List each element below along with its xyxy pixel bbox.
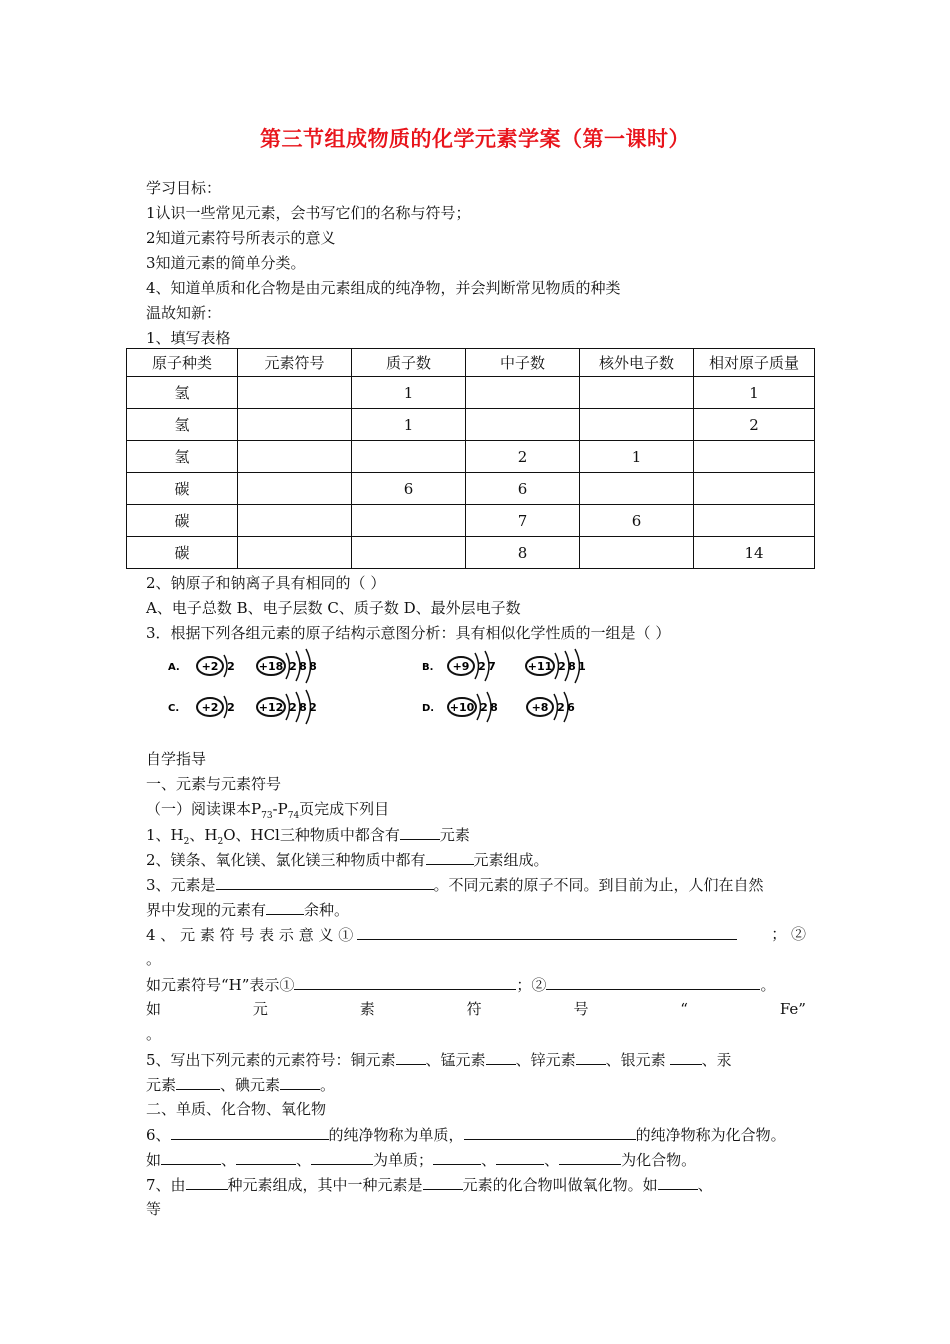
text: 元素 (146, 1076, 177, 1094)
text: 4 、 元 素 符 号 表 示 意 义 ① (146, 926, 354, 944)
shell-count: 7 (488, 660, 496, 673)
option-label: A. (168, 662, 180, 673)
text: 、锌元素 (515, 1051, 576, 1069)
answer-blank[interactable] (496, 1149, 544, 1165)
text: 、碘元素 (220, 1076, 281, 1094)
section-2-heading: 二、单质、化合物、氧化物 (146, 1100, 327, 1118)
header-cell: 质子数 (352, 349, 466, 377)
header-cell: 相对原子质量 (694, 349, 815, 377)
answer-blank[interactable] (186, 1174, 228, 1190)
page-subscript: 74 (287, 811, 300, 821)
table-cell-blank[interactable] (238, 473, 352, 505)
option-label: C. (168, 703, 180, 714)
nucleus-charge: +2 (201, 660, 219, 673)
text: 、锰元素 (425, 1051, 486, 1069)
option-label: B. (422, 662, 434, 673)
shell-count: 2 (227, 660, 235, 673)
answer-blank[interactable] (426, 849, 474, 865)
answer-blank[interactable] (266, 899, 304, 915)
text: 符 (466, 1000, 482, 1018)
header-cell: 元素符号 (238, 349, 352, 377)
text: 元素 (439, 826, 470, 844)
answer-blank[interactable] (171, 1124, 329, 1140)
question-2: 2、钠原子和钠离子具有相同的（ ） (146, 574, 386, 592)
goal-1: 1认识一些常见元素，会书写它们的名称与符号； (146, 204, 471, 222)
answer-blank[interactable] (357, 924, 737, 940)
text: ； ② (771, 925, 806, 943)
text: 余种。 (304, 901, 350, 919)
header-cell: 核外电子数 (580, 349, 694, 377)
fill-line-9 (146, 1124, 786, 1145)
table-row (127, 473, 815, 505)
text: 种元素组成，其中一种元素是 (227, 1176, 423, 1194)
shell-count: 2 (558, 660, 566, 673)
text: 7、由 (146, 1176, 186, 1194)
text: 素 (359, 1000, 375, 1018)
shell-count: 2 (480, 701, 488, 714)
table-header-row (127, 349, 815, 377)
fill-line-4-end: 。 (146, 950, 162, 968)
text: 的纯净物称为化合物。 (635, 1126, 786, 1144)
fill-line-2 (146, 849, 549, 870)
table-row (127, 505, 815, 537)
answer-blank[interactable] (396, 1049, 426, 1065)
table-cell: 6 (466, 473, 580, 505)
goals-heading: 学习目标： (146, 179, 222, 197)
table-cell-blank[interactable] (694, 441, 815, 473)
text: 元 (252, 1000, 268, 1018)
header-cell: 中子数 (466, 349, 580, 377)
nucleus-charge: +9 (452, 660, 470, 673)
answer-blank[interactable] (670, 1049, 702, 1065)
answer-blank[interactable] (658, 1174, 698, 1190)
question-3: 3．根据下列各组元素的原子结构示意图分析：具有相似化学性质的一组是（ ） (146, 624, 671, 642)
answer-blank[interactable] (546, 974, 760, 990)
table-cell-blank[interactable] (694, 473, 815, 505)
subscript: 2 (217, 837, 224, 847)
option-d (422, 692, 575, 722)
text: 1、H (146, 826, 184, 844)
table-cell-blank[interactable] (352, 441, 466, 473)
table-row (127, 377, 815, 409)
answer-blank[interactable] (400, 824, 440, 840)
text: 。 (320, 1076, 336, 1094)
fill-line-11 (146, 1174, 713, 1195)
text: 界中发现的元素有 (146, 901, 267, 919)
fill-line-12: 等 (146, 1200, 162, 1218)
table-row (127, 409, 815, 441)
table-cell-blank[interactable] (466, 377, 580, 409)
table-cell: 6 (352, 473, 466, 505)
header-cell: 原子种类 (127, 349, 238, 377)
text: 、银元素 (605, 1051, 666, 1069)
table-cell-blank[interactable] (238, 505, 352, 537)
nucleus-charge: +11 (527, 660, 553, 673)
table-cell: 8 (466, 537, 580, 569)
text: 为化合物。 (621, 1151, 697, 1169)
table-cell: 碳 (127, 537, 238, 569)
text: 、 (544, 1151, 560, 1169)
section-1-heading: 一、元素与元素符号 (146, 775, 282, 793)
fill-line-3-cont (146, 899, 349, 920)
shell-count: 2 (289, 701, 297, 714)
answer-blank[interactable] (311, 1149, 373, 1165)
answer-blank[interactable] (423, 1174, 463, 1190)
table-cell: 1 (694, 377, 815, 409)
subscript: 2 (183, 837, 190, 847)
table-cell-blank[interactable] (238, 441, 352, 473)
table-cell-blank[interactable] (238, 409, 352, 441)
text: O、HCl三种物质中都含有 (223, 826, 400, 844)
table-cell-blank[interactable] (580, 409, 694, 441)
shell-count: 8 (309, 660, 317, 673)
text: 、 (221, 1151, 237, 1169)
text: 、 (296, 1151, 312, 1169)
text: Fe” (779, 1000, 806, 1018)
shell-count: 2 (557, 701, 565, 714)
answer-blank[interactable] (280, 1074, 320, 1090)
table-cell: 碳 (127, 473, 238, 505)
nucleus-charge: +12 (258, 701, 284, 714)
answer-blank[interactable] (433, 1149, 481, 1165)
table-row (127, 441, 815, 473)
fill-line-10 (146, 1149, 696, 1170)
self-study-heading: 自学指导 (146, 750, 207, 768)
answer-blank[interactable] (176, 1074, 220, 1090)
text: 3、元素是 (146, 876, 216, 894)
table-cell-blank[interactable] (352, 537, 466, 569)
option-a (168, 649, 317, 683)
text: 5、写出下列元素的元素符号：铜元素 (146, 1051, 396, 1069)
fill-line-1 (146, 824, 470, 852)
text: 、 (697, 1176, 713, 1194)
option-c (168, 690, 317, 724)
text: 如 (146, 1000, 162, 1018)
table-cell: 7 (466, 505, 580, 537)
table-cell-blank[interactable] (580, 377, 694, 409)
goal-3: 3知道元素的简单分类。 (146, 254, 306, 272)
table-cell: 2 (694, 409, 815, 441)
fill-line-8 (146, 1074, 335, 1095)
table-cell: 氢 (127, 441, 238, 473)
shell-count: 8 (299, 701, 307, 714)
text: “ (680, 1000, 688, 1018)
text: 、H (189, 826, 218, 844)
text: 如元素符号“H”表示① (146, 976, 295, 994)
text: -P (272, 800, 288, 818)
table-cell: 氢 (127, 377, 238, 409)
nucleus-charge: +8 (531, 701, 549, 714)
shell-count: 8 (490, 701, 498, 714)
text: 、汞 (701, 1051, 732, 1069)
fill-line-5 (146, 974, 775, 995)
atom-structure-diagrams (160, 648, 600, 728)
answer-blank[interactable] (486, 1049, 516, 1065)
text: 元素组成。 (473, 851, 549, 869)
shell-count: 2 (227, 701, 235, 714)
answer-blank[interactable] (559, 1149, 621, 1165)
table-cell: 1 (352, 377, 466, 409)
text: 页完成下列目 (299, 800, 390, 818)
shell-count: 8 (568, 660, 576, 673)
text: 为单质； (373, 1151, 434, 1169)
text: 如 (146, 1151, 162, 1169)
answer-blank[interactable] (294, 974, 516, 990)
table-cell-blank[interactable] (580, 473, 694, 505)
option-b (422, 649, 586, 683)
question-2-options: A、电子总数 B、电子层数 C、质子数 D、最外层电子数 (146, 599, 521, 617)
fill-line-4 (146, 924, 806, 945)
table-cell-blank[interactable] (694, 505, 815, 537)
shell-count: 2 (309, 701, 317, 714)
goal-4: 4、知道单质和化合物是由元素组成的纯净物，并会判断常见物质的种类 (146, 279, 621, 297)
text: 。不同元素的原子不同。到目前为止，人们在自然 (433, 876, 764, 894)
table-cell: 1 (352, 409, 466, 441)
table-cell: 6 (580, 505, 694, 537)
table-row (127, 537, 815, 569)
answer-blank[interactable] (236, 1149, 296, 1165)
page-subscript: 73 (261, 811, 273, 821)
text: ；② (516, 976, 547, 994)
fill-line-3 (146, 874, 764, 895)
table-cell-blank[interactable] (238, 377, 352, 409)
answer-blank[interactable] (216, 874, 434, 890)
text: 号 (573, 1000, 589, 1018)
table-cell: 2 (466, 441, 580, 473)
text: 。 (760, 976, 776, 994)
shell-count: 2 (478, 660, 486, 673)
shell-count: 6 (567, 701, 575, 714)
text: 元素的化合物叫做氧化物。如 (462, 1176, 658, 1194)
table-cell-blank[interactable] (238, 537, 352, 569)
nucleus-charge: +10 (449, 701, 475, 714)
nucleus-charge: +18 (258, 660, 284, 673)
subsection-1 (146, 799, 389, 826)
text: 6、 (146, 1126, 171, 1144)
table-cell: 氢 (127, 409, 238, 441)
fill-line-6-end: 。 (146, 1025, 162, 1043)
table-cell: 1 (580, 441, 694, 473)
review-heading: 温故知新： (146, 304, 222, 322)
option-label: D. (422, 703, 435, 714)
nucleus-charge: +2 (201, 701, 219, 714)
text: 的纯净物称为单质， (328, 1126, 464, 1144)
text: 、 (481, 1151, 497, 1169)
answer-blank[interactable] (161, 1149, 221, 1165)
text: （一）阅读课本P (146, 800, 262, 818)
answer-blank[interactable] (576, 1049, 606, 1065)
table-cell-blank[interactable] (580, 537, 694, 569)
table-cell: 14 (694, 537, 815, 569)
page-title: 第三节组成物质的化学元素学案（第一课时） (260, 127, 690, 151)
goal-2: 2知道元素符号所表示的意义 (146, 229, 336, 247)
question-1: 1、填写表格 (146, 329, 231, 347)
fill-line-7 (146, 1049, 732, 1070)
fill-line-6 (146, 999, 806, 1019)
shell-count: 2 (289, 660, 297, 673)
shell-count: 8 (299, 660, 307, 673)
text: 2、镁条、氧化镁、氯化镁三种物质中都有 (146, 851, 426, 869)
table-cell: 碳 (127, 505, 238, 537)
answer-blank[interactable] (464, 1124, 636, 1140)
table-cell-blank[interactable] (352, 505, 466, 537)
table-cell-blank[interactable] (466, 409, 580, 441)
shell-count: 1 (578, 660, 586, 673)
atom-table (126, 348, 815, 569)
